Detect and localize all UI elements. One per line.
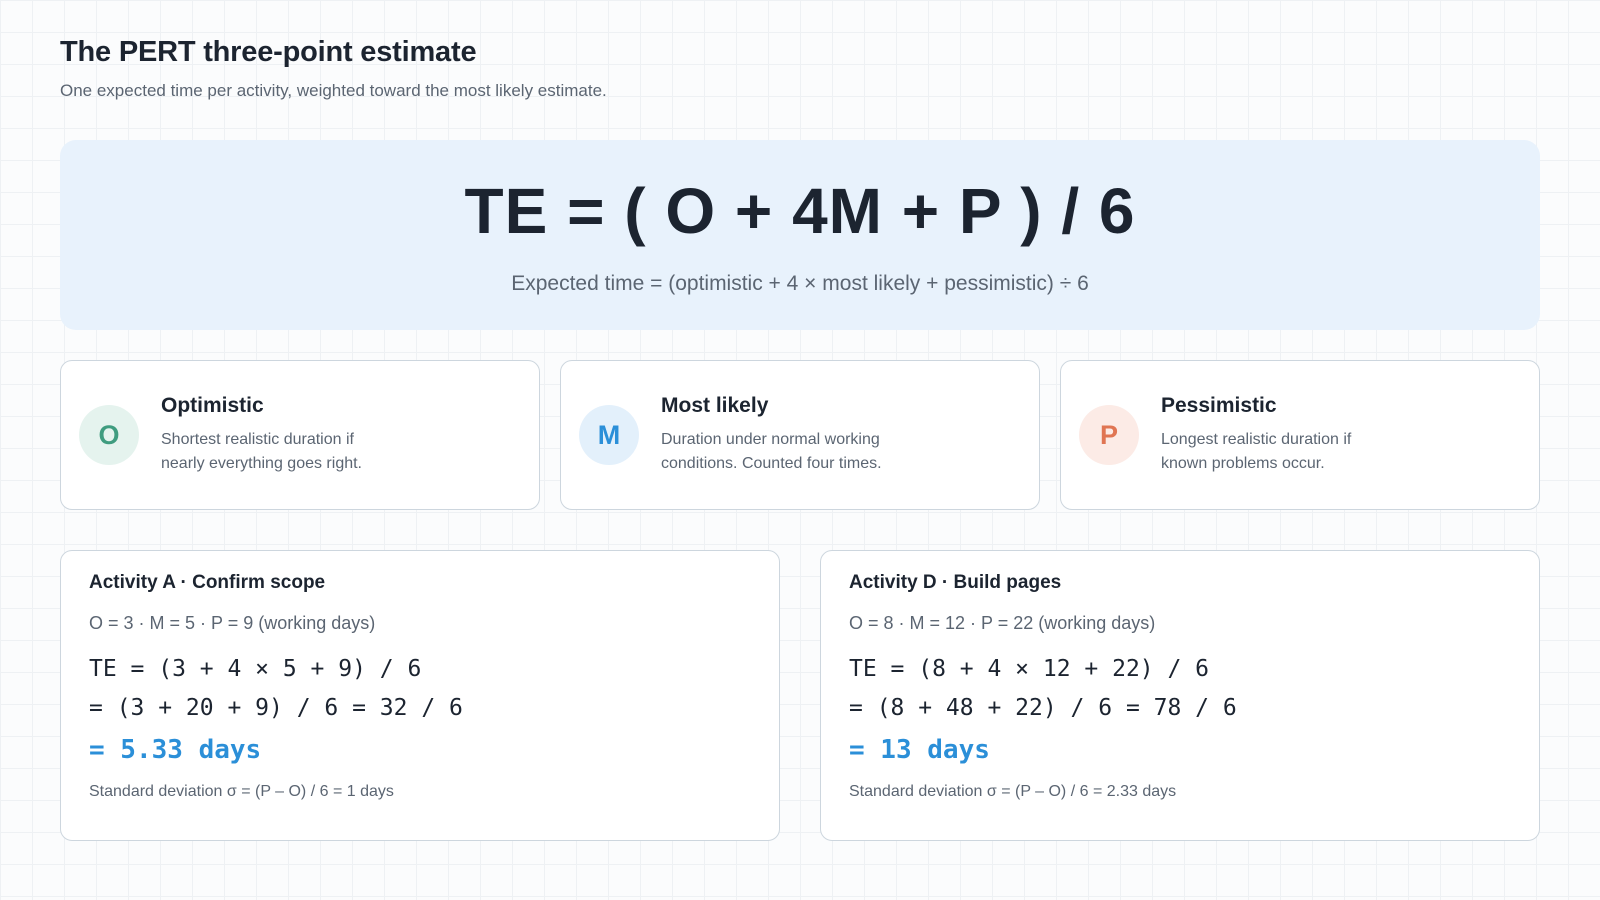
optimistic-badge: O: [79, 405, 139, 465]
activity-inputs: O = 3 · M = 5 · P = 9 (working days): [89, 613, 376, 633]
card-most-likely: [560, 360, 1040, 510]
equation-line-2: = (3 + 20 + 9) / 6 = 32 / 6: [89, 695, 463, 721]
card-description: Longest realistic duration if known problems occur.: [1161, 431, 1352, 472]
activity-inputs: O = 8 · M = 12 · P = 22 (working days): [849, 613, 1156, 633]
card-title: Pessimistic: [1161, 394, 1277, 417]
estimate-cards: [60, 360, 1540, 510]
equation-line-1: TE = (8 + 4 × 12 + 22) / 6: [849, 656, 1210, 682]
activity-title: Activity D · Build pages: [849, 572, 1062, 593]
card-description: Duration under normal working conditions. Counted four times.: [661, 431, 882, 472]
card-title: Optimistic: [161, 394, 264, 417]
formula-panel: [60, 140, 1540, 330]
card-description: Shortest realistic duration if nearly everything goes right.: [161, 431, 362, 472]
activity-a-panel: [60, 550, 780, 841]
equation-result: = 5.33 days: [89, 735, 262, 765]
header: [60, 36, 1540, 101]
card-pessimistic: [1060, 360, 1540, 510]
page-subtitle: One expected time per activity, weighted toward the most likely estimate.: [60, 81, 607, 100]
card-title: Most likely: [661, 394, 769, 417]
standard-deviation: Standard deviation σ = (P – O) / 6 = 2.33 days: [849, 783, 1177, 800]
card-optimistic: [60, 360, 540, 510]
activity-examples: [60, 550, 1540, 841]
standard-deviation: Standard deviation σ = (P – O) / 6 = 1 days: [89, 783, 394, 800]
formula-caption: Expected time = (optimistic + 4 × most likely + pessimistic) ÷ 6: [511, 272, 1089, 295]
equation-result: = 13 days: [849, 735, 990, 765]
activity-title: Activity A · Confirm scope: [89, 572, 326, 593]
equation-line-1: TE = (3 + 4 × 5 + 9) / 6: [89, 656, 422, 682]
most-likely-badge: M: [579, 405, 639, 465]
page-title: The PERT three-point estimate: [60, 36, 477, 68]
equation-line-2: = (8 + 48 + 22) / 6 = 78 / 6: [849, 695, 1237, 721]
pessimistic-badge: P: [1079, 405, 1139, 465]
formula-main: TE = ( O + 4M + P ) / 6: [464, 175, 1136, 247]
activity-d-panel: [820, 550, 1540, 841]
